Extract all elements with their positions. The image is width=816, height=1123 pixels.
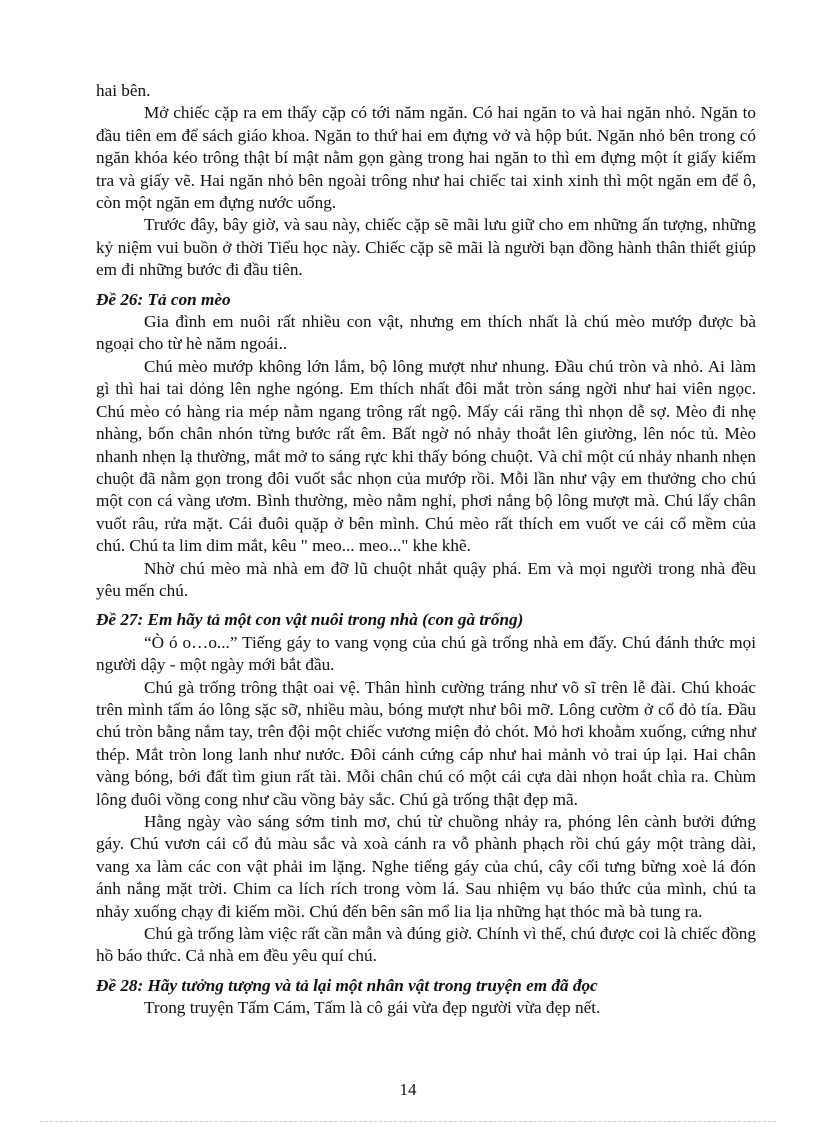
paragraph: Mở chiếc cặp ra em thấy cặp có tới năm ngăn. Có hai ngăn to và hai ngăn nhỏ. Ngăn to đầu tiên em để sách giáo khoa. Ngăn to thứ hai em đựng vở và hộp bút. Ngăn nhỏ bên trong có ngăn khóa kéo trông thật bí mật nằm gọn gàng trong hai ngăn to thì em đựng một ít giấy kiểm tra và giấy vẽ. Hai ngăn nhỏ bên ngoài trông như hai chiếc tai xinh xinh thì một ngăn em để ô, còn một ngăn em đựng nước uống. bbox=[96, 103, 756, 213]
paragraph: “Ò ó o…o...” Tiếng gáy to vang vọng của chú gà trống nhà em đấy. Chú đánh thức mọi người dậy - một ngày mới bắt đầu. bbox=[96, 632, 756, 675]
paragraph: Trong truyện Tấm Cám, Tấm là cô gái vừa đẹp người vừa đẹp nết. bbox=[144, 998, 601, 1018]
paragraph: Nhờ chú mèo mà nhà em đỡ lũ chuột nhắt quậy phá. Em và mọi người trong nhà đều yêu mến chú. bbox=[96, 558, 756, 600]
document-page bbox=[96, 80, 756, 1020]
section-heading-26: Đề 26: Tả con mèo bbox=[96, 289, 231, 309]
section-heading-28: Đề 28: Hãy tưởng tượng và tả lại một nhân vật trong truyện em đã đọc bbox=[96, 975, 598, 995]
paragraph: Chú gà trống trông thật oai vệ. Thân hình cường tráng như võ sĩ trên lễ đài. Chú khoác trên mình tấm áo lông sặc sỡ, nhiều màu, bóng mượt như bôi mỡ. Lông cườm ở cổ đỏ tía. Đầu chú tròn bằng nắm tay, trên đội một chiếc vương miện đỏ chót. Mỏ hơi khoằm xuống, cứng như thép. Mắt tròn long lanh như nước. Đôi cánh cứng cáp như hai mảnh vỏ trai úp lại. Hai chân vàng bóng, bới đất tìm giun rất tài. Mỗi chân chú có một cái cựa dài nhọn hoắt chìa ra. Chùm lông đuôi vồng cong như cầu vồng bảy sắc. Chú gà trống thật đẹp mã. bbox=[96, 677, 756, 809]
page-number: 14 bbox=[399, 1080, 417, 1099]
footer-divider bbox=[40, 1121, 776, 1122]
paragraph: Chú mèo mướp không lớn lắm, bộ lông mượt như nhung. Đầu chú tròn và nhỏ. Ai làm gì thì hai tai dỏng lên nghe ngóng. Em thích nhất đôi mắt tròn sáng ngời như hai viên ngọc. Chú mèo có hàng ria mép nằm ngang trông rất ngộ. Mấy cái răng thì nhọn dễ sợ. Mèo đi nhẹ nhàng, bốn chân nhón từng bước rất êm. Bất ngờ nó nhảy thoắt lên giường, lên nóc tủ. Mèo nhanh nhẹn lạ thường, mắt mở to sáng rực khi thấy bóng chuột. Và chỉ một cú nhảy nhanh nhẹn chuột đã nằm gọn trong đôi vuốt sắc nhọn của mướp rồi. Mỗi lần như vậy em thưởng cho chú một con cá vàng ươm. Bình thường, mèo nằm nghỉ, phơi nắng bộ lông mượt mà. Chú lấy chân vuốt râu, rửa mặt. Cái đuôi quặp ở bên mình. Chú mèo rất thích em vuốt ve cái cổ mềm của chú. Chú ta lim dim mắt, kêu " meo... meo..." khe khẽ. bbox=[96, 356, 756, 556]
paragraph: Trước đây, bây giờ, và sau này, chiếc cặp sẽ mãi lưu giữ cho em những ấn tượng, những kỷ niệm vui buồn ở thời Tiểu học này. Chiếc cặp sẽ mãi là người bạn đồng hành thân thiết giúp em đi những bước đi đầu tiên. bbox=[96, 215, 756, 280]
paragraph: Hằng ngày vào sáng sớm tinh mơ, chú từ chuồng nhảy ra, phóng lên cành bưởi đứng gáy. Chú vươn cái cổ đủ màu sắc và xoà cánh ra vỗ phành phạch rồi chú gáy một tràng dài, vang xa làm các con vật phải im lặng. Nghe tiếng gáy của chú, cây cối tưng bừng xoè lá đón ánh nắng mặt trời. Chim ca lích rích trong vòm lá. Sau nhiệm vụ báo thức của mình, chú ta nhảy xuống chạy đi kiếm mồi. Chú đến bên sân mổ lia lịa những hạt thóc mà bà tung ra. bbox=[96, 812, 756, 921]
section-heading-27: Đề 27: Em hãy tả một con vật nuôi trong nhà (con gà trống) bbox=[96, 610, 524, 630]
paragraph: Chú gà trống làm việc rất cần mẫn và đúng giờ. Chính vì thế, chú được coi là chiếc đồng hồ báo thức. Cả nhà em đều yêu quí chú. bbox=[96, 924, 756, 966]
paragraph-continuation: hai bên. bbox=[96, 81, 151, 100]
paragraph: Gia đình em nuôi rất nhiều con vật, nhưng em thích nhất là chú mèo mướp được bà ngoại cho từ hè năm ngoái.. bbox=[96, 312, 756, 354]
